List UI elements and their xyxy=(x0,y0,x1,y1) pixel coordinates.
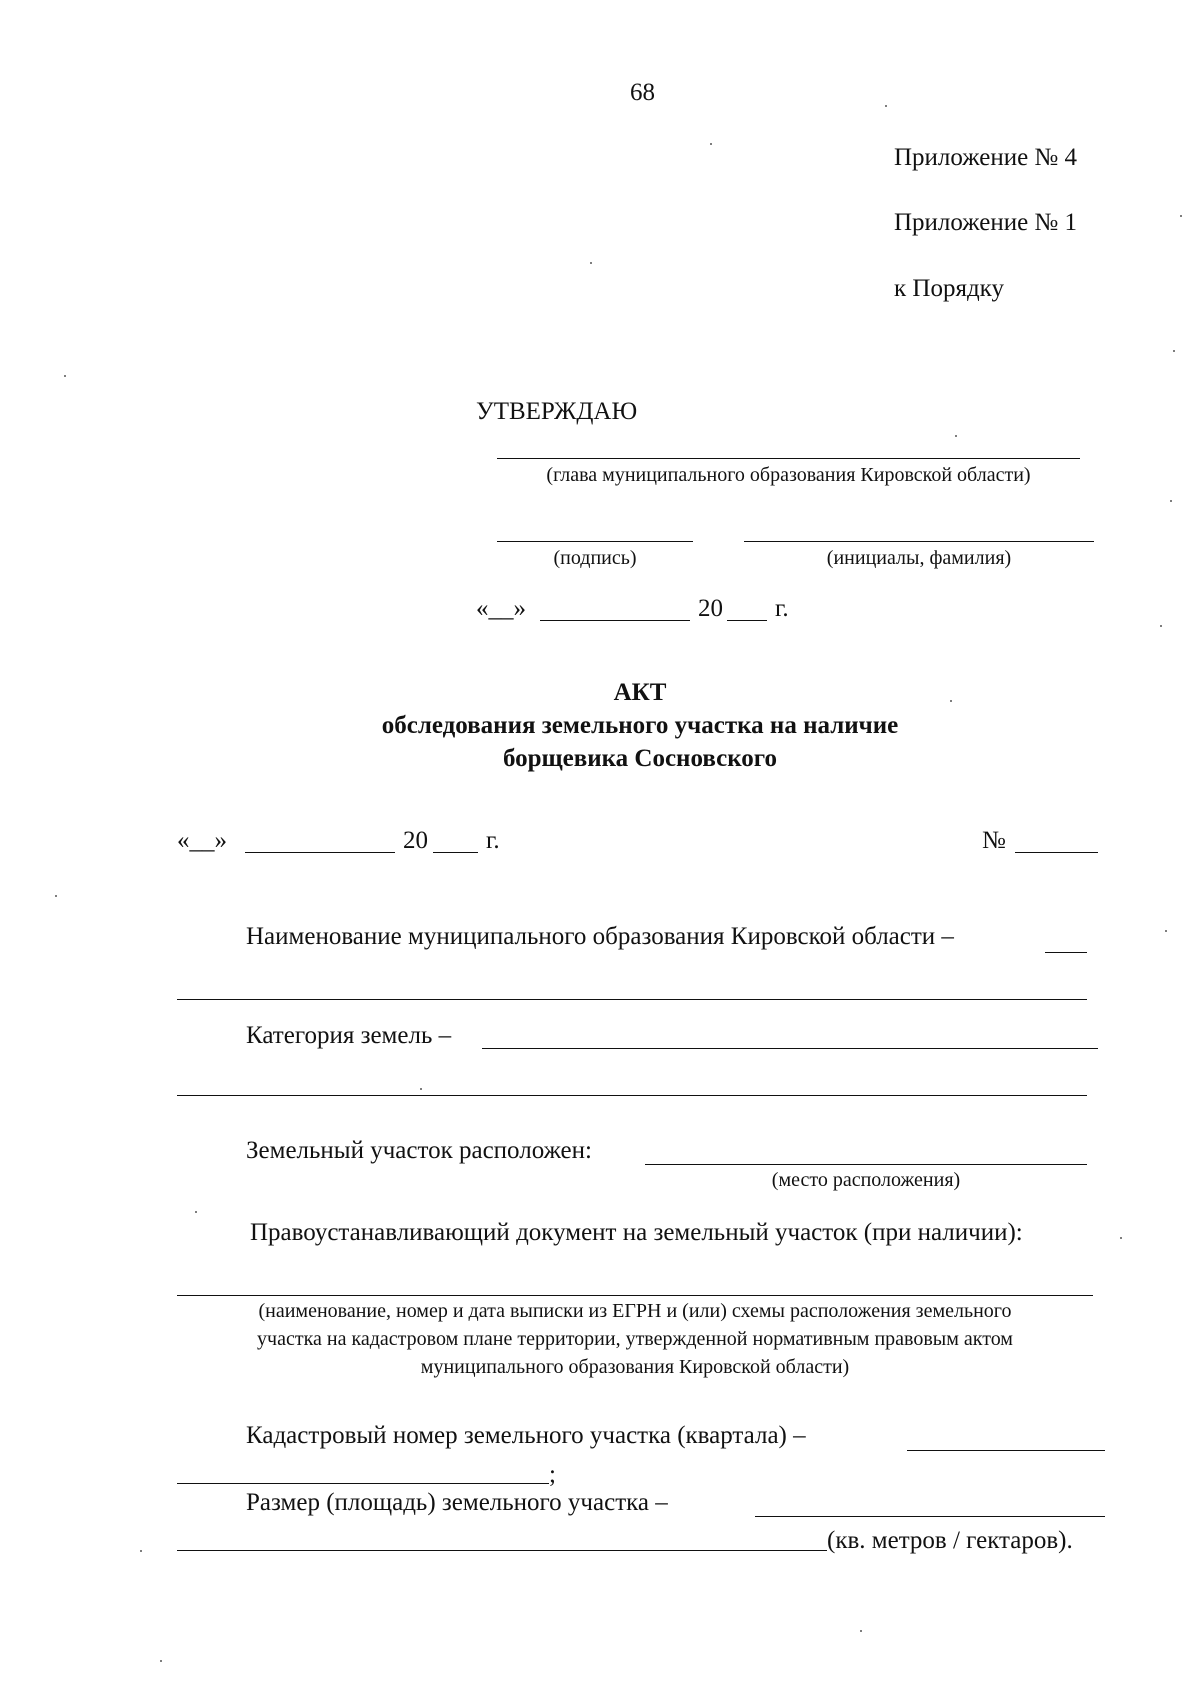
location-label: Земельный участок расположен: xyxy=(246,1137,592,1164)
act-date-year: 20 xyxy=(403,827,428,854)
act-number-line[interactable] xyxy=(1015,852,1098,853)
title-document-caption-1: (наименование, номер и дата выписки из ЕГРН и (или) схемы расположения земельного xyxy=(258,1300,1012,1322)
scan-speck xyxy=(1173,350,1175,352)
area-units: (кв. метров / гектаров). xyxy=(827,1527,1073,1554)
approval-date-month-line[interactable] xyxy=(540,620,690,621)
name-blank-line[interactable] xyxy=(744,541,1094,542)
scan-speck xyxy=(1165,930,1167,932)
appendix-line-3: к Порядку xyxy=(894,275,1004,302)
appendix-line-1: Приложение № 4 xyxy=(894,144,1078,171)
scan-speck xyxy=(1120,1237,1122,1239)
scan-speck xyxy=(710,143,712,145)
act-subtitle-line-2: борщевика Сосновского xyxy=(502,745,778,772)
approval-date-open: «__» xyxy=(476,595,526,622)
scan-speck xyxy=(1180,215,1182,217)
title-document-line[interactable] xyxy=(177,1295,1093,1296)
official-blank-line[interactable] xyxy=(497,458,1080,459)
act-date-month-line[interactable] xyxy=(245,852,395,853)
name-caption: (инициалы, фамилия) xyxy=(826,547,1012,569)
cadastral-line-2[interactable] xyxy=(177,1483,549,1484)
scan-speck xyxy=(950,700,952,702)
act-subtitle-line-1: обследования земельного участка на наличие xyxy=(381,712,899,739)
scan-speck xyxy=(420,1088,422,1090)
scan-speck xyxy=(885,105,887,107)
approval-date-suffix: г. xyxy=(775,595,789,622)
signature-blank-line[interactable] xyxy=(497,541,693,542)
scan-speck xyxy=(955,435,957,437)
area-line-2[interactable] xyxy=(177,1550,827,1551)
scan-speck xyxy=(140,1550,142,1552)
municipality-label: Наименование муниципального образования Кировской области – xyxy=(246,923,954,950)
land-category-line[interactable] xyxy=(482,1048,1098,1049)
act-date-year-line[interactable] xyxy=(433,852,478,853)
area-line[interactable] xyxy=(755,1516,1105,1517)
signature-caption: (подпись) xyxy=(553,547,637,569)
act-date-suffix: г. xyxy=(486,827,500,854)
title-document-caption-2: участка на кадастровом плане территории, утвержденной нормативным правовым актом xyxy=(257,1328,1013,1350)
scan-speck xyxy=(860,1630,862,1632)
scan-speck xyxy=(590,262,592,264)
act-date-open: «__» xyxy=(177,827,227,854)
appendix-line-2: Приложение № 1 xyxy=(894,209,1078,236)
scan-speck xyxy=(55,895,57,897)
approval-date-year: 20 xyxy=(698,595,723,622)
page-number: 68 xyxy=(630,79,655,106)
act-title: АКТ xyxy=(613,679,667,706)
title-document-caption-3: муниципального образования Кировской области) xyxy=(420,1356,850,1378)
land-category-label: Категория земель – xyxy=(246,1022,452,1049)
official-caption: (глава муниципального образования Кировской области) xyxy=(546,464,1031,486)
municipality-line-2[interactable] xyxy=(177,999,1087,1000)
area-label: Размер (площадь) земельного участка – xyxy=(246,1489,668,1516)
approval-date-year-line[interactable] xyxy=(727,620,767,621)
scan-speck xyxy=(64,375,66,377)
approval-title: УТВЕРЖДАЮ xyxy=(476,398,638,425)
location-line[interactable] xyxy=(645,1164,1087,1165)
municipality-line-end[interactable] xyxy=(1045,952,1087,953)
scan-speck xyxy=(1170,500,1172,502)
cadastral-line[interactable] xyxy=(907,1450,1105,1451)
scan-speck xyxy=(1160,625,1162,627)
cadastral-label: Кадастровый номер земельного участка (квартала) – xyxy=(246,1422,806,1449)
cadastral-end: ; xyxy=(549,1461,556,1488)
land-category-line-2[interactable] xyxy=(177,1095,1087,1096)
scan-speck xyxy=(160,1660,162,1662)
location-caption: (место расположения) xyxy=(771,1169,961,1191)
title-document-label: Правоустанавливающий документ на земельный участок (при наличии): xyxy=(250,1219,1023,1246)
act-number-label: № xyxy=(982,827,1006,854)
scan-speck xyxy=(195,1211,197,1213)
